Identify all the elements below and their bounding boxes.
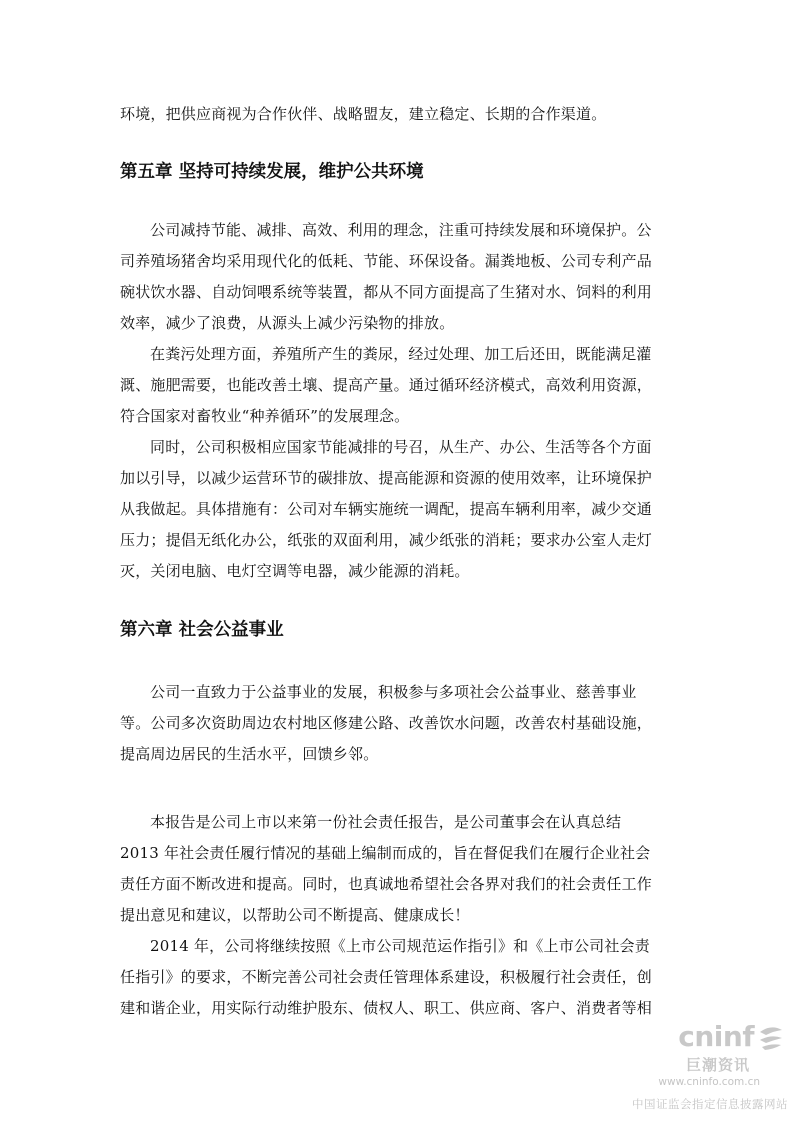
chapter-5-heading: 第五章 坚持可持续发展，维护公共环境 — [120, 162, 424, 182]
body-text-line: 同时，公司积极相应国家节能减排的号召，从生产、办公、生活等各个方面 — [150, 438, 652, 456]
cninfo-logo-text: cninf — [678, 1020, 754, 1053]
body-text-line: 建和谐企业，用实际行动维护股东、债权人、职工、供应商、客户、消费者等相 — [120, 999, 653, 1017]
cninfo-name-cn: 巨潮资讯 — [685, 1056, 750, 1074]
body-text-line: 效率，减少了浪费，从源头上减少污染物的排放。 — [120, 314, 455, 332]
body-text-line: 2013 年社会责任履行情况的基础上编制而成的，旨在督促我们在履行企业社会 — [120, 844, 651, 862]
body-text-line: 提出意见和建议，以帮助公司不断提高、健康成长！ — [120, 906, 470, 924]
body-text-line: 责任方面不断改进和提高。同时，也真诚地希望社会各界对我们的社会责任工作 — [120, 875, 653, 893]
cninfo-site-label: 中国证监会指定信息披露网站 — [632, 1097, 788, 1111]
body-text-line: 本报告是公司上市以来第一份社会责任报告，是公司董事会在认真总结 — [150, 813, 622, 831]
body-text-line: 司养殖场猪舍均采用现代化的低耗、节能、环保设备。漏粪地板、公司专利产品 — [120, 252, 653, 270]
body-text-line: 提高周边居民的生活水平，回馈乡邻。 — [120, 745, 379, 763]
chapter-6-heading: 第六章 社会公益事业 — [120, 620, 284, 640]
body-text-line: 在粪污处理方面，养殖所产生的粪尿，经过处理、加工后还田，既能满足灌 — [150, 345, 652, 363]
body-text-line: 灭，关闭电脑、电灯空调等电器，减少能源的消耗。 — [120, 562, 470, 580]
body-text-line: 任指引》的要求，不断完善公司社会责任管理体系建设，积极履行社会责任，创 — [120, 968, 653, 986]
body-text-line: 压力；提倡无纸化办公，纸张的双面利用，减少纸张的消耗；要求办公室人走灯 — [120, 531, 653, 549]
body-text-line: 环境，把供应商视为合作伙伴、战略盟友，建立稳定、长期的合作渠道。 — [120, 105, 607, 123]
body-text-line: 2014 年，公司将继续按照《上市公司规范运作指引》和《上市公司社会责 — [150, 937, 650, 955]
body-text-line: 加以引导，以减少运营环节的碳排放、提高能源和资源的使用效率，让环境保护 — [120, 469, 653, 487]
cninfo-watermark — [612, 1020, 790, 1120]
body-text-line: 等。公司多次资助周边农村地区修建公路、改善饮水问题，改善农村基础设施， — [120, 714, 653, 732]
body-text-line: 碗状饮水器、自动饲喂系统等装置，都从不同方面提高了生猪对水、饲料的利用 — [120, 283, 653, 301]
body-text-line: 公司减持节能、减排、高效、利用的理念，注重可持续发展和环境保护。公 — [150, 221, 652, 239]
body-text-line: 公司一直致力于公益事业的发展，积极参与多项社会公益事业、慈善事业 — [150, 683, 637, 701]
body-text-line: 溉、施肥需要，也能改善土壤、提高产量。通过循环经济模式，高效利用资源， — [120, 376, 653, 394]
body-text-line: 从我做起。具体措施有：公司对车辆实施统一调配，提高车辆利用率，减少交通 — [120, 500, 653, 518]
cninfo-swirl-icon — [756, 1022, 786, 1052]
body-text-line: 符合国家对畜牧业“种养循环”的发展理念。 — [120, 407, 410, 425]
cninfo-url: www.cninfo.com.cn — [658, 1076, 760, 1088]
